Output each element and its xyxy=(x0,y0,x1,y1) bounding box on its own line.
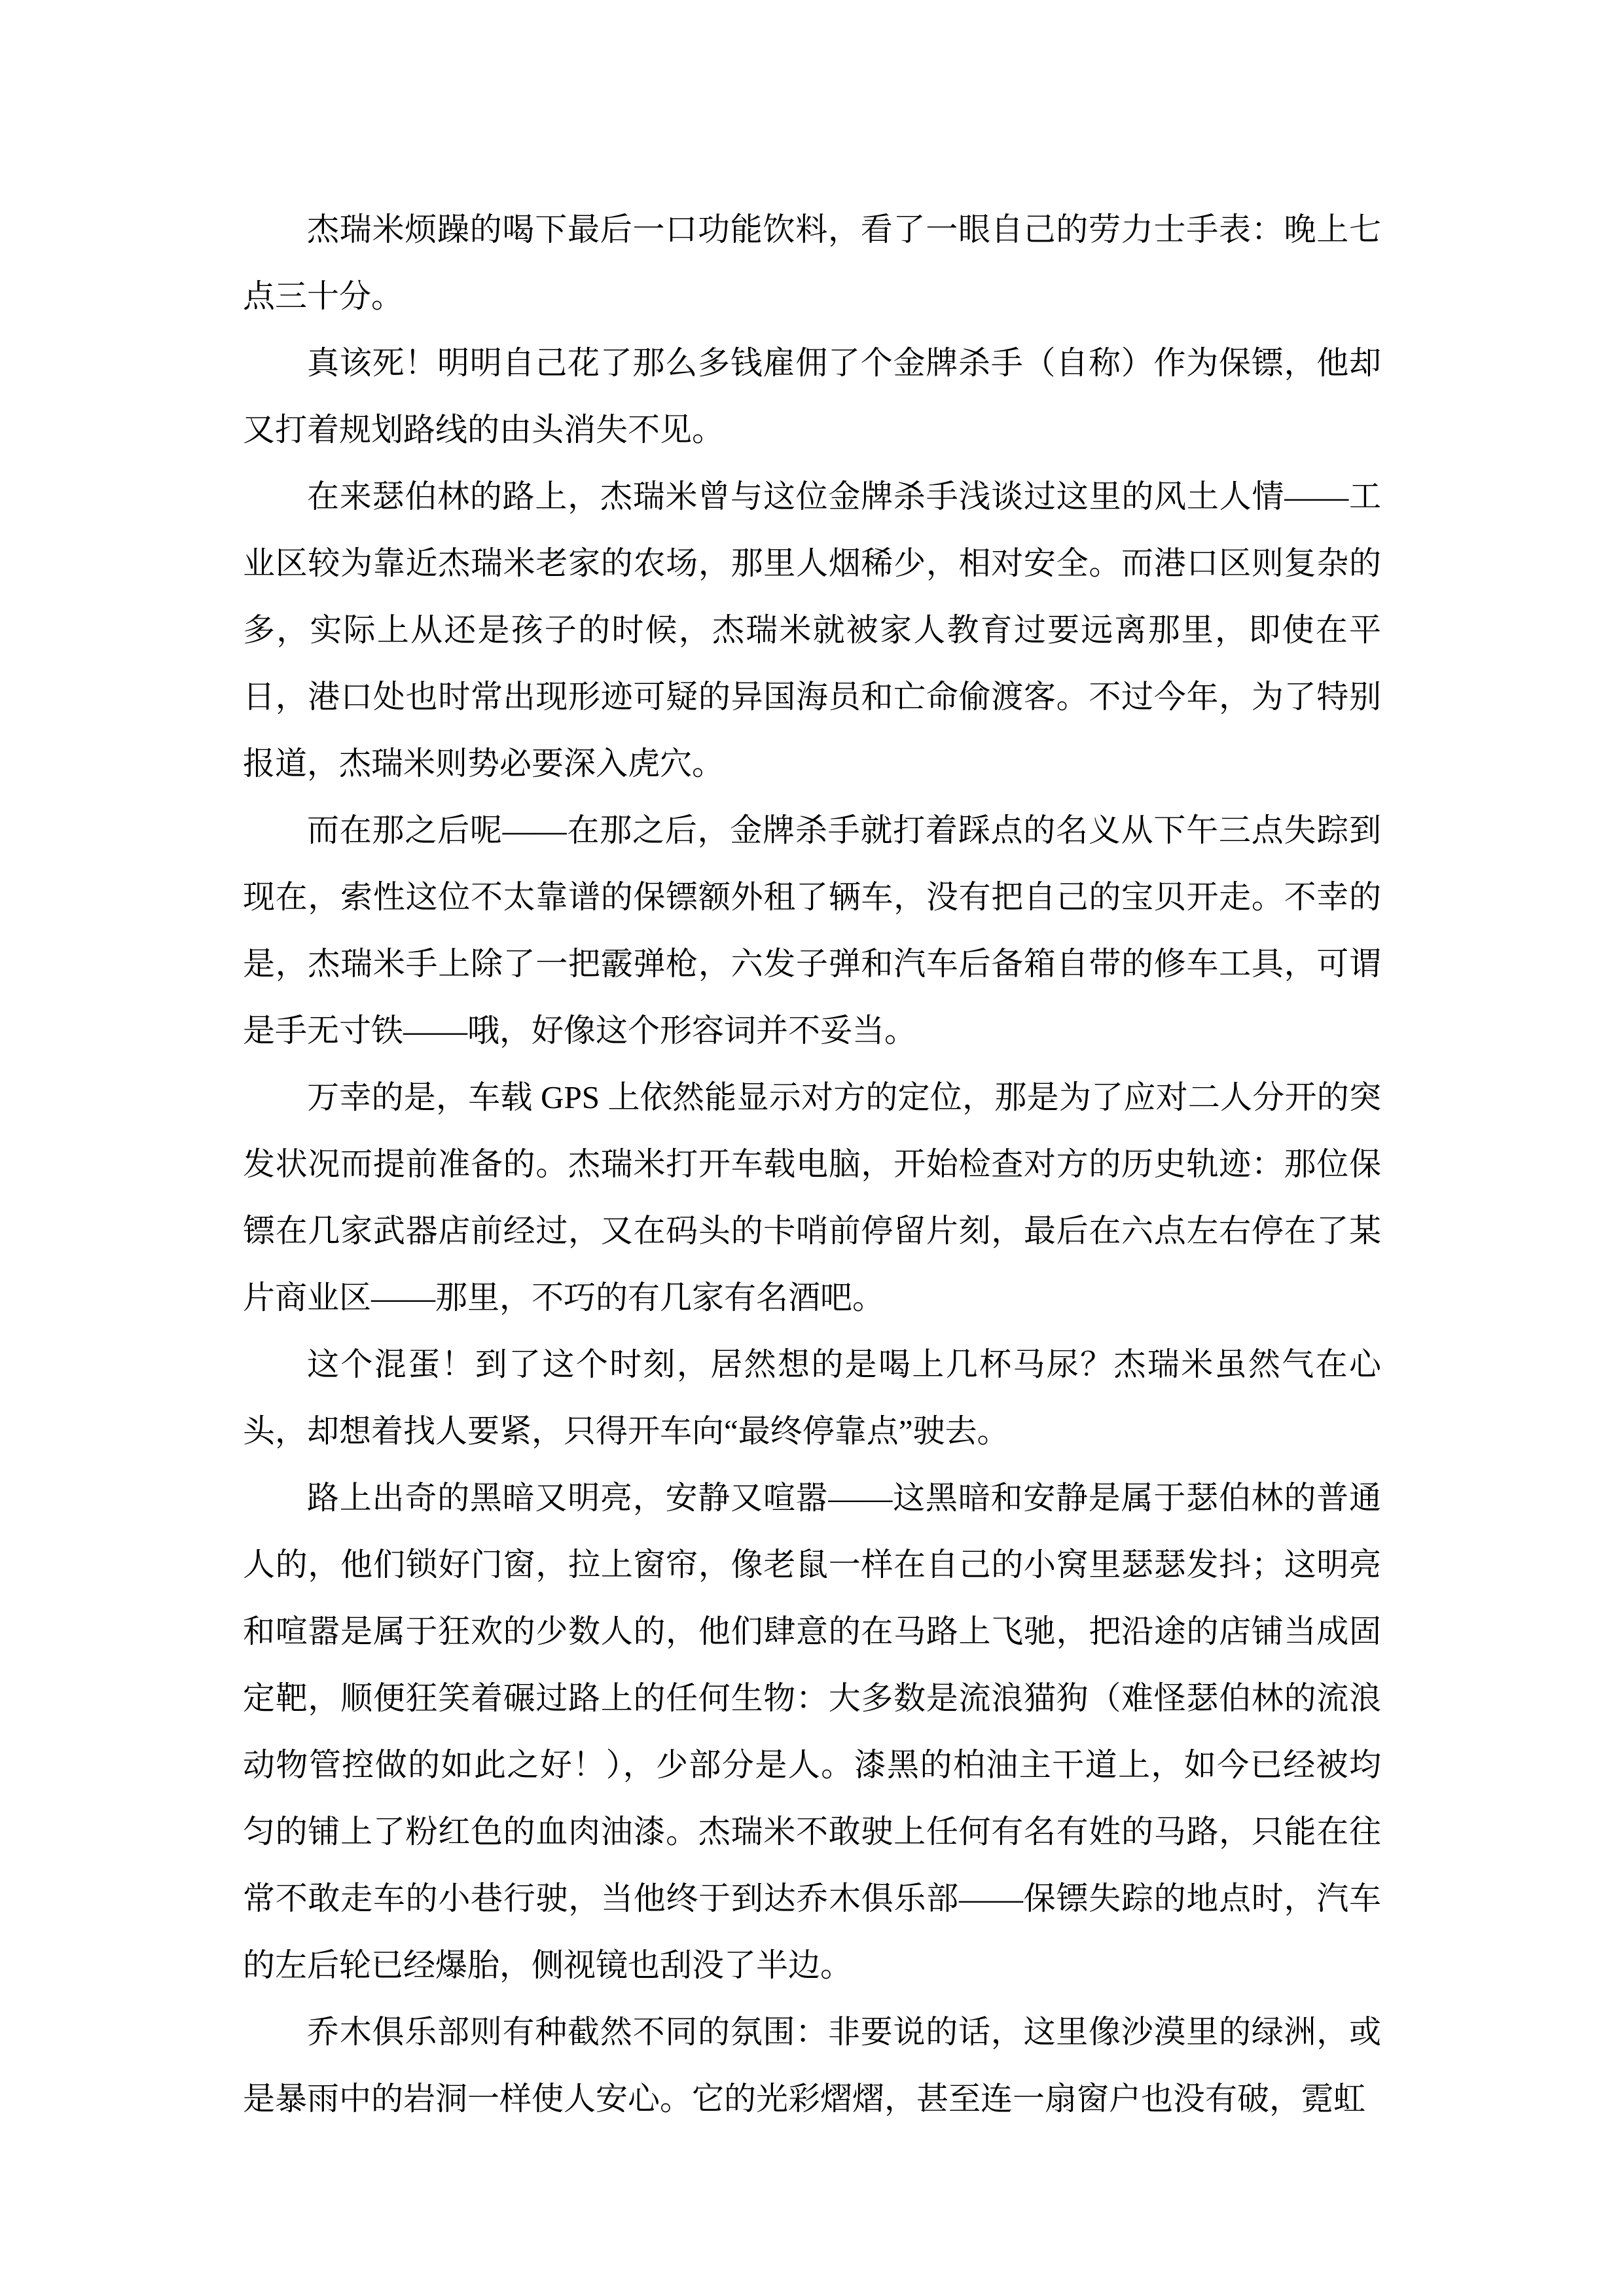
paragraph: 而在那之后呢——在那之后，金牌杀手就打着踩点的名义从下午三点失踪到现在，索性这位不太靠谱的保镖额外租了辆车，没有把自己的宝贝开走。不幸的是，杰瑞米手上除了一把霰弹枪，六发子弹和汽车后备箱自带的修车工具，可谓是手无寸铁——哦，好像这个形容词并不妥当。 xyxy=(243,812,1381,1049)
paragraph: 万幸的是，车载 GPS 上依然能显示对方的定位，那是为了应对二人分开的突发状况而提前准备的。杰瑞米打开车载电脑，开始检查对方的历史轨迹：那位保镖在几家武器店前经过，又在码头的卡哨前停留片刻，最后在六点左右停在了某片商业区——那里，不巧的有几家有名酒吧。 xyxy=(243,1079,1381,1316)
paragraph: 在来瑟伯林的路上，杰瑞米曾与这位金牌杀手浅谈过这里的风土人情——工业区较为靠近杰瑞米老家的农场，那里人烟稀少，相对安全。而港口区则复杂的多，实际上从还是孩子的时候，杰瑞米就被家人教育过要远离那里，即使在平日，港口处也时常出现形迹可疑的异国海员和亡命偷渡客。不过今年，为了特别报道，杰瑞米则势必要深入虎穴。 xyxy=(243,478,1381,781)
paragraph: 这个混蛋！到了这个时刻，居然想的是喝上几杯马尿？杰瑞米虽然气在心头，却想着找人要紧，只得开车向“最终停靠点”驶去。 xyxy=(243,1346,1381,1449)
paragraph: 乔木俱乐部则有种截然不同的氛围：非要说的话，这里像沙漠里的绿洲，或是暴雨中的岩洞一样使人安心。它的光彩熠熠，甚至连一扇窗户也没有破，霓虹 xyxy=(243,2014,1381,2117)
paragraph: 真该死！明明自己花了那么多钱雇佣了个金牌杀手（自称）作为保镖，他却又打着规划路线的由头消失不见。 xyxy=(243,345,1381,448)
document-body xyxy=(243,196,1381,2132)
paragraph: 杰瑞米烦躁的喝下最后一口功能饮料，看了一眼自己的劳力士手表：晚上七点三十分。 xyxy=(243,211,1381,314)
paragraph: 路上出奇的黑暗又明亮，安静又喧嚣——这黑暗和安静是属于瑟伯林的普通人的，他们锁好门窗，拉上窗帘，像老鼠一样在自己的小窝里瑟瑟发抖；这明亮和喧嚣是属于狂欢的少数人的，他们肆意的在马路上飞驰，把沿途的店铺当成固定靶，顺便狂笑着碾过路上的任何生物：大多数是流浪猫狗（难怪瑟伯林的流浪动物管控做的如此之好！），少部分是人。漆黑的柏油主干道上，如今已经被均匀的铺上了粉红色的血肉油漆。杰瑞米不敢驶上任何有名有姓的马路，只能在往常不敢走车的小巷行驶，当他终于到达乔木俱乐部——保镖失踪的地点时，汽车的左后轮已经爆胎，侧视镜也刮没了半边。 xyxy=(243,1480,1381,1983)
